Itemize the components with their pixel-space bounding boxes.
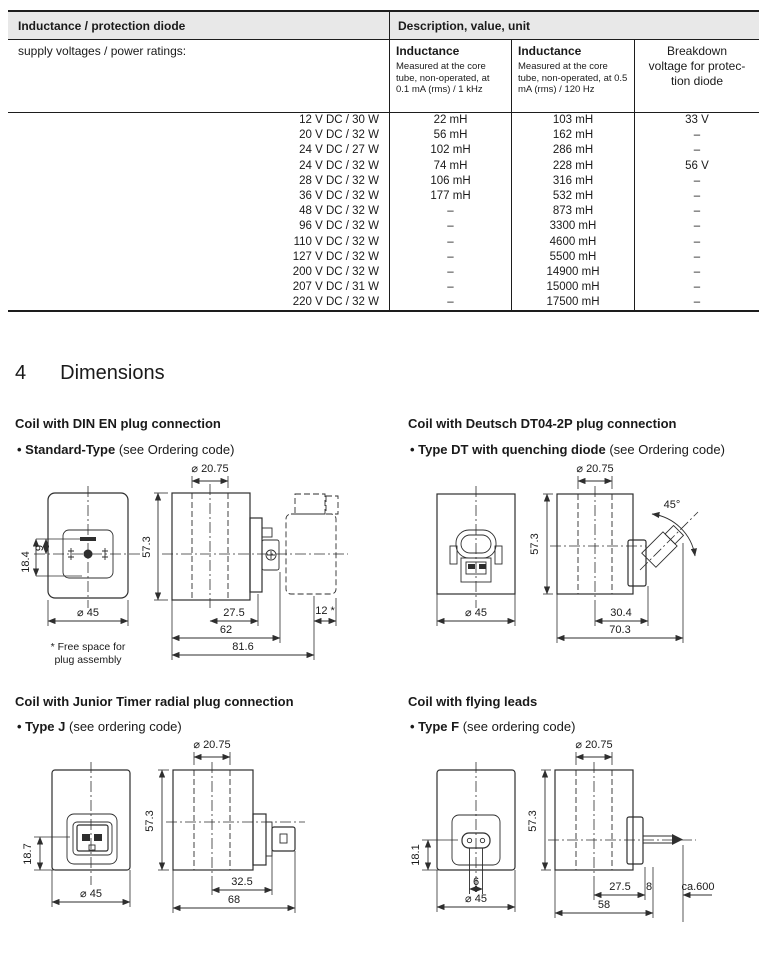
table-cell: 15000 mH — [511, 280, 634, 295]
front-view — [410, 762, 515, 912]
diagram-title-din-en: Coil with DIN EN plug connection — [15, 416, 221, 431]
inductance-table — [8, 10, 759, 312]
diagram-title-deutsch: Coil with Deutsch DT04-2P plug connection — [408, 416, 677, 431]
table-cell: – — [634, 295, 759, 310]
table-cell: 316 mH — [511, 174, 634, 189]
table-cell: – — [634, 143, 759, 158]
table-cell: 228 mH — [511, 159, 634, 174]
table-cell: 5500 mH — [511, 250, 634, 265]
table-cell: 200 V DC / 32 W — [292, 265, 379, 278]
table-cell: 17500 mH — [511, 295, 634, 310]
front-view — [20, 486, 142, 666]
dim-label: 9 — [34, 544, 46, 552]
dim-label: 68 — [227, 894, 241, 906]
table-cell: 33 V — [634, 113, 759, 128]
dim-label: 30.4 — [610, 607, 632, 619]
table-cell: – — [634, 219, 759, 234]
table-cell: – — [634, 174, 759, 189]
subheader-line: Breakdown — [666, 44, 728, 58]
table-cell: – — [634, 280, 759, 295]
table-cell: – — [634, 128, 759, 143]
front-view — [22, 762, 130, 907]
drawing-flying-leads — [400, 737, 767, 954]
dim-label: 27.5 — [223, 607, 245, 619]
table-cell: – — [389, 250, 511, 265]
subheader-inductance-2 — [511, 40, 634, 112]
bullet-type: • Type DT with quenching diode — [410, 442, 606, 457]
table-header-row — [8, 12, 759, 40]
subheader-note: Measured at the core tube, non-operated, at 0.5 mA (rms) / 120 Hz — [518, 61, 628, 96]
lead-connector — [627, 817, 683, 864]
section-heading — [15, 362, 165, 385]
subheader-supply: supply voltages / power ratings: — [18, 44, 187, 58]
table-cell: 4600 mH — [511, 235, 634, 250]
table-subheader-row — [8, 40, 759, 113]
pin-right — [102, 548, 108, 560]
side-view — [529, 463, 698, 643]
diagram-title-junior-timer: Coil with Junior Timer radial plug connection — [15, 694, 294, 709]
diagram-bullet-deutsch — [410, 442, 725, 457]
table-cell: 14900 mH — [511, 265, 634, 280]
table-row — [8, 219, 759, 234]
table-cell: 162 mH — [511, 128, 634, 143]
table-cell: – — [634, 235, 759, 250]
table-cell: 220 V DC / 32 W — [292, 296, 379, 309]
bullet-note: (see ordering code) — [65, 719, 182, 734]
dim-label: 57.3 — [144, 810, 156, 832]
section-number: 4 — [15, 362, 27, 384]
footnote-line: plug assembly — [54, 654, 122, 666]
table-cell: 3300 mH — [511, 219, 634, 234]
dim-label: 12 * — [315, 605, 335, 617]
dim-label: ⌀ 20.75 — [191, 463, 229, 475]
table-cell: 532 mH — [511, 189, 634, 204]
dim-label: ca.600 — [681, 881, 715, 893]
side-view — [144, 739, 305, 913]
dim-label: 57.3 — [141, 536, 153, 558]
plug-assembly-dashed — [286, 494, 338, 594]
table-cell: 28 V DC / 32 W — [299, 174, 379, 187]
table-cell: – — [634, 265, 759, 280]
center-screw — [84, 550, 93, 559]
table-cell: 286 mH — [511, 143, 634, 158]
table-cell: 36 V DC / 32 W — [299, 189, 379, 202]
wire-tip — [672, 834, 683, 845]
subheader-note: Measured at the core tube, non-operated, at 0.1 mA (rms) / 1 kHz — [396, 61, 490, 96]
diagram-bullet-flying-leads — [410, 719, 575, 734]
table-cell: – — [389, 235, 511, 250]
header-col-description: Description, value, unit — [389, 12, 759, 39]
table-cell: 96 V DC / 32 W — [299, 220, 379, 233]
plug-connector — [250, 518, 279, 592]
table-row — [8, 250, 759, 265]
header-col-inductance: Inductance / protection diode — [18, 18, 186, 33]
table-cell: 127 V DC / 32 W — [292, 250, 379, 263]
table-cell: – — [389, 204, 511, 219]
footnote-line: * Free space for — [50, 641, 126, 653]
table-row — [8, 280, 759, 295]
table-row — [8, 143, 759, 158]
angled-connector — [628, 512, 698, 586]
dim-label: 32.5 — [231, 876, 253, 888]
bullet-type: • Type F — [410, 719, 460, 734]
table-cell: 177 mH — [389, 189, 511, 204]
pin — [468, 564, 475, 569]
table-cell: 103 mH — [511, 113, 634, 128]
ground-pin — [80, 537, 96, 541]
table-cell: 24 V DC / 27 W — [299, 144, 379, 157]
dim-label: 57.3 — [529, 533, 541, 555]
table-row — [8, 204, 759, 219]
bullet-note: (see Ordering code) — [115, 442, 235, 457]
table-row — [8, 128, 759, 143]
table-cell: 12 V DC / 30 W — [299, 114, 379, 126]
dim-label: 27.5 — [609, 881, 631, 893]
drawing-junior-timer — [10, 737, 385, 954]
dim-label: 45° — [663, 499, 681, 511]
pin — [479, 564, 486, 569]
dim-label: ⌀ 45 — [80, 888, 102, 900]
pin-slot — [82, 834, 90, 841]
dim-label: ⌀ 20.75 — [576, 463, 614, 475]
subheader-title: Inductance — [518, 44, 582, 58]
table-row — [8, 113, 759, 128]
dim-label: ⌀ 45 — [77, 607, 99, 619]
table-row — [8, 295, 759, 310]
dim-label: 8 — [645, 881, 653, 893]
table-cell: 48 V DC / 32 W — [299, 205, 379, 218]
table-cell: 22 mH — [389, 113, 511, 128]
pin-slot — [94, 834, 102, 841]
bullet-note: (see ordering code) — [459, 719, 576, 734]
table-cell: – — [389, 219, 511, 234]
subheader-title: Inductance — [396, 44, 460, 58]
table-cell: 207 V DC / 31 W — [292, 281, 379, 294]
table-row — [8, 189, 759, 204]
table-cell: – — [389, 265, 511, 280]
diagram-bullet-din-en — [17, 442, 234, 457]
bullet-note: (see Ordering code) — [605, 442, 725, 457]
table-cell: – — [389, 295, 511, 310]
table-cell: – — [389, 280, 511, 295]
table-body — [8, 113, 759, 310]
dim-label: 81.6 — [232, 641, 254, 653]
subheader-inductance-1 — [389, 40, 511, 112]
side-view — [527, 739, 715, 922]
dim-label: ⌀ 20.75 — [575, 739, 613, 751]
table-row — [8, 265, 759, 280]
diagram-bullet-junior-timer — [17, 719, 182, 734]
dim-label: 62 — [219, 624, 233, 636]
dim-label: 18.7 — [22, 843, 34, 865]
dim-label: 6 — [472, 876, 480, 888]
drawing-din-en — [10, 458, 385, 675]
table-cell: 106 mH — [389, 174, 511, 189]
bullet-type: • Type J — [17, 719, 66, 734]
section-title: Dimensions — [60, 362, 165, 384]
dim-label: ⌀ 45 — [465, 893, 487, 905]
table-cell: 24 V DC / 32 W — [299, 159, 379, 172]
table-cell: 20 V DC / 32 W — [299, 129, 379, 142]
table-row — [8, 174, 759, 189]
dim-label: 70.3 — [609, 624, 631, 636]
drawing-deutsch — [400, 458, 767, 675]
table-cell: 56 mH — [389, 128, 511, 143]
table-cell: 110 V DC / 32 W — [293, 235, 379, 248]
table-row — [8, 235, 759, 250]
table-cell: – — [634, 204, 759, 219]
table-cell: – — [634, 250, 759, 265]
dim-label: ⌀ 20.75 — [193, 739, 231, 751]
dim-label: ⌀ 45 — [465, 607, 487, 619]
table-cell: 56 V — [634, 159, 759, 174]
side-view — [141, 463, 348, 660]
table-cell: – — [634, 189, 759, 204]
dim-label: 58 — [597, 899, 611, 911]
subheader-breakdown — [634, 40, 759, 112]
table-cell: 873 mH — [511, 204, 634, 219]
table-row — [8, 159, 759, 174]
subheader-line: voltage for protec- — [648, 59, 746, 73]
table-cell: 74 mH — [389, 159, 511, 174]
front-view — [437, 486, 515, 626]
dim-label: 18.1 — [410, 844, 422, 866]
bullet-type: • Standard-Type — [17, 442, 116, 457]
diagram-title-flying-leads: Coil with flying leads — [408, 694, 538, 709]
dim-label: 18.4 — [20, 551, 32, 573]
subheader-line: tion diode — [670, 74, 724, 88]
dim-label: 57.3 — [527, 810, 539, 832]
table-cell: 102 mH — [389, 143, 511, 158]
